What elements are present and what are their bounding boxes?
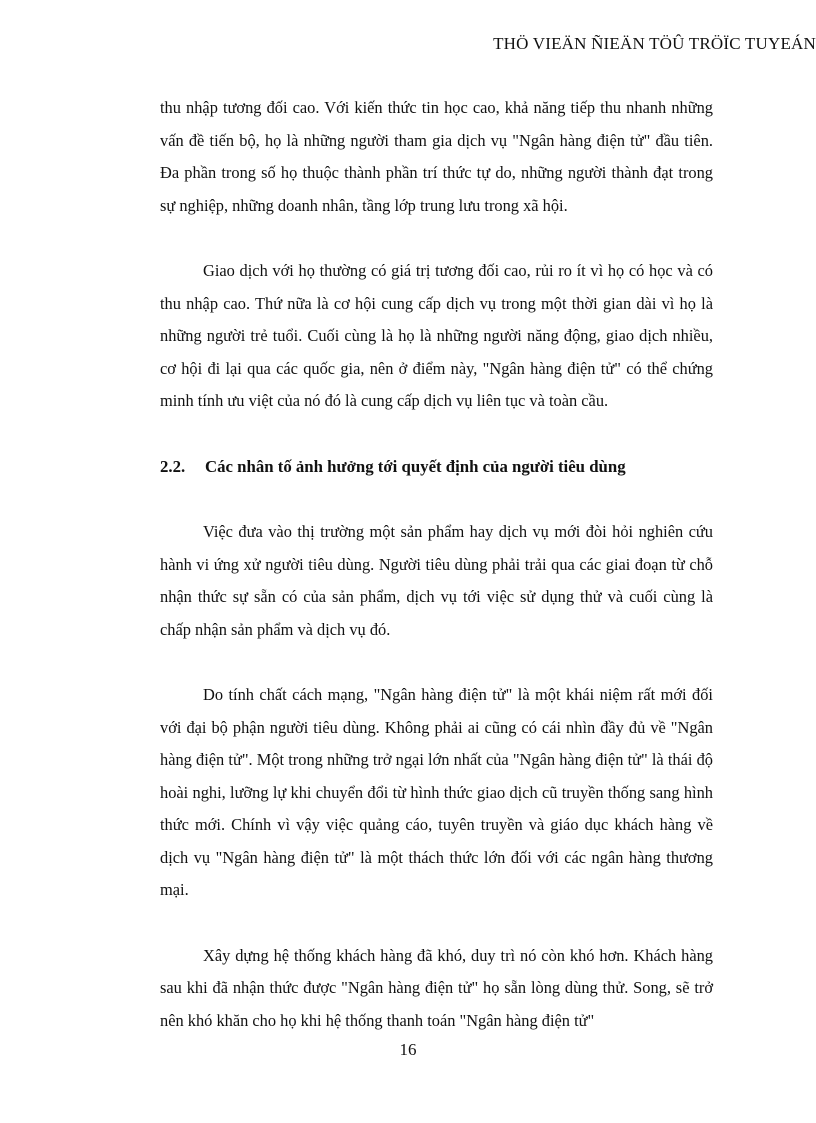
section-title: Các nhân tố ảnh hưởng tới quyết định của người tiêu dùng	[205, 456, 626, 476]
running-header: THÖ VIEÄN ÑIEÄN TÖÛ TRÖÏC TUYEÁN	[493, 34, 816, 53]
paragraph-continuation: thu nhập tương đối cao. Với kiến thức tin học cao, khả năng tiếp thu nhanh những vấn đề tiến bộ, họ là những người tham gia dịch vụ "Ngân hàng điện tử" đầu tiên. Đa phần trong số họ thuộc thành phần trí thức tự do, những người thành đạt trong sự nghiệp, những doanh nhân, tầng lớp trung lưu trong xã hội.	[160, 98, 713, 215]
paragraph: Giao dịch với họ thường có giá trị tương đối cao, rủi ro ít vì họ có học và có thu nhập cao. Thứ nữa là cơ hội cung cấp dịch vụ trong một thời gian dài vì họ là những người trẻ tuổi. Cuối cùng là họ là những người năng động, giao dịch nhiều, cơ hội đi lại qua các quốc gia, nên ở điểm này, "Ngân hàng điện tử" có thể chứng minh tính ưu việt của nó đó là cung cấp dịch vụ liên tục và toàn cầu.	[160, 261, 713, 410]
paragraph: Xây dựng hệ thống khách hàng đã khó, duy trì nó còn khó hơn. Khách hàng sau khi đã nhận thức được "Ngân hàng điện tử" họ sẵn lòng dùng thử. Song, sẽ trở nên khó khăn cho họ khi hệ thống thanh toán "Ngân hàng điện tử"	[160, 945, 713, 1030]
paragraph: Do tính chất cách mạng, "Ngân hàng điện tử" là một khái niệm rất mới đối với đại bộ phận người tiêu dùng. Không phải ai cũng có cái nhìn đầy đủ về "Ngân hàng điện tử". Một trong những trở ngại lớn nhất của "Ngân hàng điện tử" là thái độ hoài nghi, lưỡng lự khi chuyển đổi từ hình thức giao dịch cũ truyền thống sang hình thức mới. Chính vì vậy việc quảng cáo, tuyên truyền và giáo dục khách hàng về dịch vụ "Ngân hàng điện tử" là một thách thức lớn đối với các ngân hàng thương mại.	[160, 685, 713, 899]
page-number: 16	[399, 1040, 417, 1059]
document-body	[160, 92, 713, 1070]
paragraph: Việc đưa vào thị trường một sản phẩm hay dịch vụ mới đòi hỏi nghiên cứu hành vi ứng xử người tiêu dùng. Người tiêu dùng phải trải qua các giai đoạn từ chỗ nhận thức sự sẵn có của sản phẩm, dịch vụ tới việc sử dụng thử và cuối cùng là chấp nhận sản phẩm và dịch vụ đó.	[160, 522, 713, 639]
section-number: 2.2.	[160, 456, 186, 476]
section-heading	[160, 451, 713, 484]
